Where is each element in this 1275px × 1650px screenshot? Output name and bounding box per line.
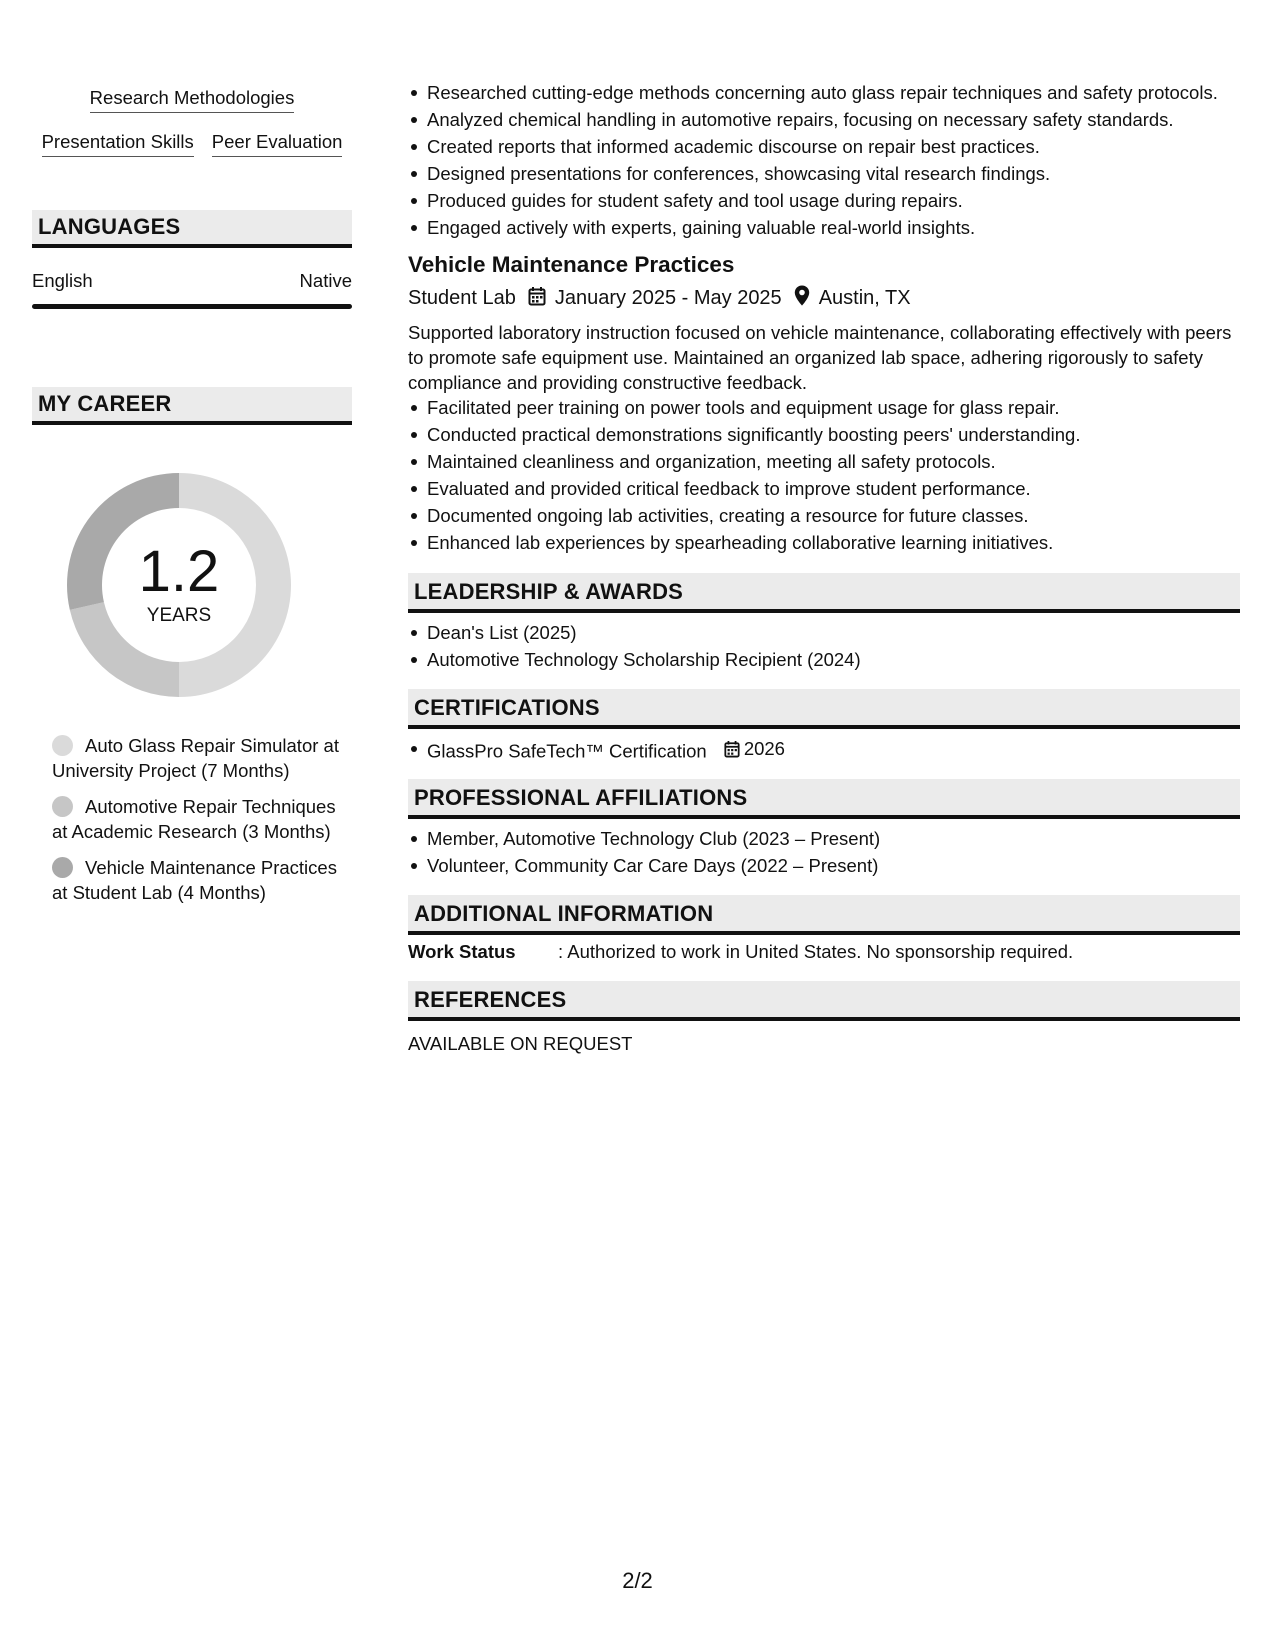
certification-year: 2026 [743, 738, 785, 759]
list-item: Researched cutting-edge methods concerning auto glass repair techniques and safety protocols. [408, 79, 1248, 106]
page-number: 2/2 [622, 1568, 653, 1593]
job-meta [408, 285, 911, 312]
additional-info-heading [408, 895, 1240, 935]
list-item: Documented ongoing lab activities, creating a resource for future classes. [408, 502, 1248, 529]
list-item: Automotive Technology Scholarship Recipient (2024) [408, 646, 1248, 673]
skills-row [32, 130, 352, 157]
section-title: PROFESSIONAL AFFILIATIONS [414, 785, 748, 810]
job-summary: Supported laboratory instruction focused on vehicle maintenance, collaborating effectively with peers to promote safe equipment use. Maintained an organized lab space, adhering rigorously to safety compliance and providing constructive feedback. [408, 322, 1232, 393]
language-level: Native [299, 270, 352, 291]
skill-tag: Peer Evaluation [212, 130, 343, 157]
section-title: CERTIFICATIONS [414, 695, 600, 720]
list-item: Conducted practical demonstrations significantly boosting peers' understanding. [408, 421, 1248, 448]
location-pin-icon [794, 285, 810, 312]
career-total-unit: YEARS [146, 605, 212, 626]
info-key: Work Status [408, 941, 516, 962]
leadership-list [408, 619, 1248, 673]
career-heading [32, 387, 352, 425]
calendar-icon [724, 740, 740, 758]
list-item: Enhanced lab experiences by spearheading collaborative learning initiatives. [408, 529, 1248, 556]
legend-item [52, 733, 342, 783]
section-title: REFERENCES [414, 987, 567, 1012]
list-item: Maintained cleanliness and organization, meeting all safety protocols. [408, 448, 1248, 475]
languages-heading [32, 210, 352, 248]
certifications-heading [408, 689, 1240, 729]
list-item: Produced guides for student safety and tool usage during repairs. [408, 187, 1248, 214]
language-name: English [32, 270, 93, 291]
legend-label: Automotive Repair Techniques at Academic Research (3 Months) [52, 796, 336, 842]
legend-dot [52, 796, 73, 817]
language-level-bar [32, 304, 352, 309]
career-total [66, 472, 292, 698]
section-title: LANGUAGES [38, 214, 181, 239]
list-item: Created reports that informed academic discourse on repair best practices. [408, 133, 1248, 160]
list-item: Facilitated peer training on power tools and equipment usage for glass repair. [408, 394, 1248, 421]
affiliations-heading [408, 779, 1240, 819]
previous-job-bullets [408, 79, 1248, 241]
leadership-heading [408, 573, 1240, 613]
skill-tag: Presentation Skills [42, 130, 194, 157]
work-status-row [408, 941, 1073, 963]
section-title: MY CAREER [38, 391, 172, 416]
list-item: Analyzed chemical handling in automotive repairs, focusing on necessary safety standards. [408, 106, 1248, 133]
legend-dot [52, 735, 73, 756]
list-item: Volunteer, Community Car Care Days (2022 – Present) [408, 852, 1248, 879]
affiliations-list [408, 825, 1248, 879]
skills-row [32, 86, 352, 113]
certification-date [724, 735, 785, 762]
info-value: : Authorized to work in United States. No sponsorship required. [558, 941, 1074, 962]
list-item: Evaluated and provided critical feedback to improve student performance. [408, 475, 1248, 502]
calendar-icon [528, 286, 546, 312]
job-title: Vehicle Maintenance Practices [408, 252, 735, 277]
section-title: ADDITIONAL INFORMATION [414, 901, 714, 926]
list-item: Engaged actively with experts, gaining valuable real-world insights. [408, 214, 1248, 241]
career-total-value: 1.2 [138, 539, 220, 604]
job-company: Student Lab [408, 287, 516, 309]
skill-tag: Research Methodologies [90, 86, 295, 113]
references-heading [408, 981, 1240, 1021]
references-text: AVAILABLE ON REQUEST [408, 1033, 633, 1054]
job-dates: January 2025 - May 2025 [554, 287, 782, 309]
language-row [32, 270, 352, 292]
career-legend [52, 733, 342, 916]
list-item [408, 735, 1248, 765]
legend-item [52, 794, 342, 844]
section-title: LEADERSHIP & AWARDS [414, 579, 684, 604]
list-item: Dean's List (2025) [408, 619, 1248, 646]
list-item: Member, Automotive Technology Club (2023 – Present) [408, 825, 1248, 852]
job-location: Austin, TX [818, 287, 911, 309]
certifications-list [408, 735, 1248, 765]
job-bullets [408, 394, 1248, 556]
legend-label: Vehicle Maintenance Practices at Student Lab (4 Months) [52, 857, 337, 903]
certification-name: GlassPro SafeTech™ Certification [427, 740, 707, 762]
list-item: Designed presentations for conferences, showcasing vital research findings. [408, 160, 1248, 187]
legend-label: Auto Glass Repair Simulator at University Project (7 Months) [52, 735, 339, 781]
legend-dot [52, 857, 73, 878]
legend-item [52, 855, 342, 905]
